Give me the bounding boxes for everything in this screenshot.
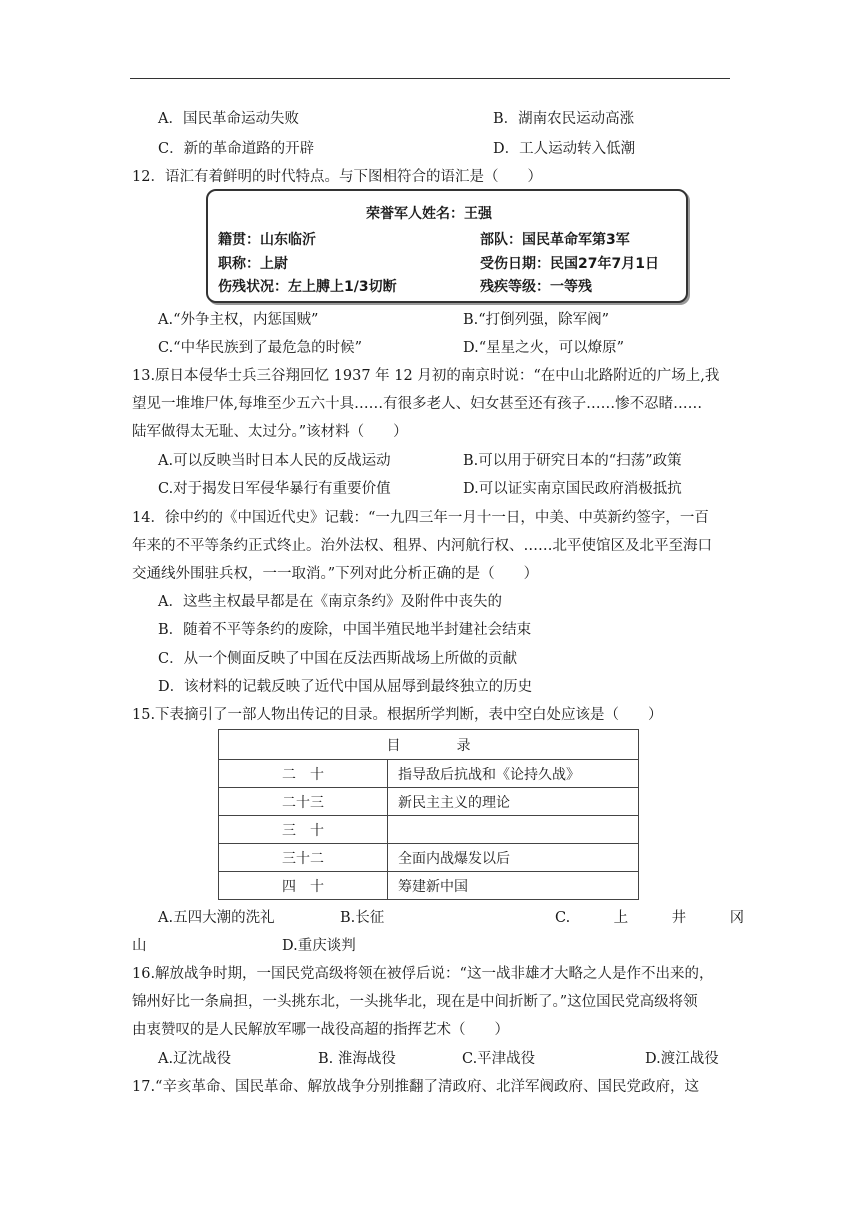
card-grade: 残疾等级：一等残 (480, 279, 592, 295)
toc-title: 指导敌后抗战和《论持久战》 (388, 760, 639, 788)
header-rule (130, 78, 730, 79)
q16-option-d: D.渡江战役 (645, 1051, 719, 1067)
q12-option-b: B.“打倒列强，除军阀” (463, 312, 610, 328)
q13-option-b: B.可以用于研究日本的“扫荡”政策 (463, 453, 682, 469)
q11-option-b: B．湖南农民运动高涨 (493, 111, 635, 127)
q16-option-b: B. 淮海战役 (318, 1051, 396, 1067)
q16-option-c: C.平津战役 (462, 1051, 536, 1067)
table-row (219, 816, 639, 844)
q17-line-1: 17.“辛亥革命、国民革命、解放战争分别推翻了清政府、北洋军阀政府、国民党政府，这 (132, 1079, 699, 1095)
q15-stem: 15.下表摘引了一部人物出传记的目录。根据所学判断，表中空白处应该是（ ） (132, 707, 663, 723)
q11-option-d: D．工人运动转入低潮 (493, 141, 636, 157)
table-row (219, 872, 639, 900)
q16-option-a: A.辽沈战役 (158, 1051, 232, 1067)
toc-table (218, 729, 639, 900)
q14-line-3: 交通线外围驻兵权，一一取消。”下列对此分析正确的是（ ） (132, 566, 539, 582)
card-hometown: 籍贯：山东临沂 (218, 232, 316, 248)
q14-line-2: 年来的不平等条约正式终止。治外法权、租界、内河航行权、……北平使馆区及北平至海口 (132, 538, 712, 554)
card-injury-date: 受伤日期：民国27年7月1日 (480, 256, 659, 272)
toc-title-blank (388, 816, 639, 844)
q12-option-d: D.“星星之火，可以燎原” (463, 340, 625, 356)
q14-option-c: C．从一个侧面反映了中国在反法西斯战场上所做的贡献 (158, 651, 518, 667)
q12-option-a: A.“外争主权，内惩国贼” (158, 312, 319, 328)
q13-line-1: 13.原日本侵华士兵三谷翔回忆 1937 年 12 月初的南京时说：“在中山北路附近的广场上,我 (132, 368, 720, 384)
q14-line-1: 14．徐中约的《中国近代史》记载：“一九四三年一月十一日，中美、中英新约签字，一百 (132, 510, 709, 526)
toc-header: 目 录 (219, 730, 639, 760)
q13-line-2: 望见一堆堆尸体,每堆至少五六十具……有很多老人、妇女甚至还有孩子……惨不忍睹…… (132, 396, 703, 412)
table-row (219, 788, 639, 816)
q15-option-a: A.五四大潮的洗礼 (158, 910, 275, 926)
q16-line-3: 由衷赞叹的是人民解放军哪一战役高超的指挥艺术（ ） (132, 1022, 509, 1038)
q16-line-2: 锦州好比一条扁担，一头挑东北，一头挑华北，现在是中间折断了。”这位国民党高级将领 (132, 994, 698, 1010)
table-row (219, 844, 639, 872)
q13-option-d: D.可以证实南京国民政府消极抵抗 (463, 481, 682, 497)
q12-stem: 12．语汇有着鲜明的时代特点。与下图相符合的语汇是（ ） (132, 169, 542, 185)
toc-chapter: 四 十 (219, 872, 388, 900)
q15-option-c-wrap: 山 (132, 938, 147, 954)
q14-option-d: D．该材料的记载反映了近代中国从屈辱到最终独立的历史 (158, 679, 533, 695)
q14-option-b: B．随着不平等条约的废除，中国半殖民地半封建社会结束 (158, 622, 532, 638)
q12-honor-card (206, 189, 688, 303)
q13-option-c: C.对于揭发日军侵华暴行有重要价值 (158, 481, 391, 497)
card-unit: 部队：国民革命军第3军 (480, 232, 630, 248)
toc-title: 新民主主义的理论 (388, 788, 639, 816)
q15-option-b: B.长征 (340, 910, 385, 926)
q14-option-a: A．这些主权最早都是在《南京条约》及附件中丧失的 (158, 594, 502, 610)
q15-option-c: C. 上 井 冈 (555, 910, 745, 926)
q12-option-c: C.“中华民族到了最危急的时候” (158, 340, 363, 356)
toc-chapter: 二 十 (219, 760, 388, 788)
q11-option-a: A．国民革命运动失败 (158, 111, 299, 127)
q13-option-a: A.可以反映当时日本人民的反战运动 (158, 453, 391, 469)
card-title: 荣誉军人姓名：王强 (366, 206, 492, 222)
q11-option-c: C．新的革命道路的开辟 (158, 141, 315, 157)
q13-line-3: 陆军做得太无耻、太过分。”该材料（ ） (132, 424, 408, 440)
toc-chapter: 三十二 (219, 844, 388, 872)
card-injury: 伤残状况：左上膊上1/3切断 (218, 279, 397, 295)
q15-option-d: D.重庆谈判 (282, 938, 356, 954)
toc-chapter: 三 十 (219, 816, 388, 844)
toc-title: 全面内战爆发以后 (388, 844, 639, 872)
q16-line-1: 16.解放战争时期，一国民党高级将领在被俘后说：“这一战非雄才大略之人是作不出来的， (132, 966, 714, 982)
toc-title: 筹建新中国 (388, 872, 639, 900)
card-rank: 职称：上尉 (218, 256, 288, 272)
toc-chapter: 二十三 (219, 788, 388, 816)
table-row (219, 760, 639, 788)
